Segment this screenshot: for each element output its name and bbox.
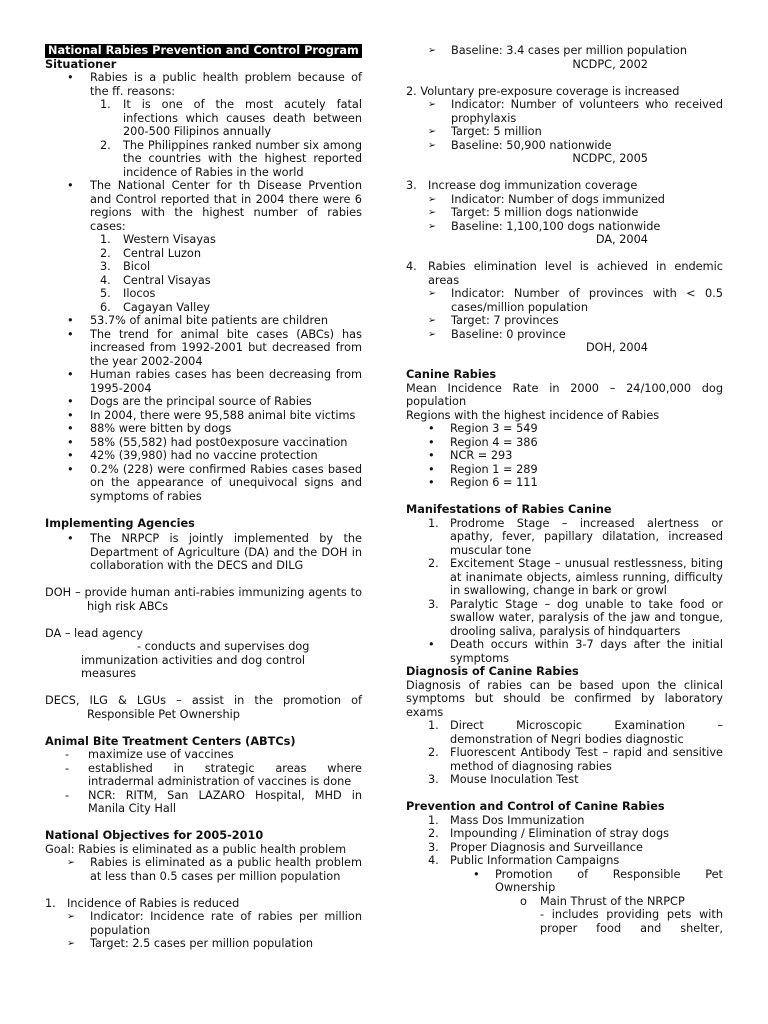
abtc-item: - maximize use of vaccines [45,748,362,762]
objective-4-item: ➢ Baseline: 0 province [406,328,723,342]
prevention-item: 3. Proper Diagnosis and Surveillance [428,840,643,854]
da-text: DA – lead agency [45,626,143,640]
situationer-heading: Situationer [45,57,117,71]
region-item: 2. Central Luzon [100,246,201,260]
objective-1-item: ➢ Indicator: Incidence rate of rabies per million population [45,910,362,937]
fact-bullet: • In 2004, there were 95,588 animal bite victims [45,409,362,423]
manifestation-death: • Death occurs within 3-7 days after the initial symptoms [406,638,723,665]
decs-text: DECS, ILG & LGUs – assist in the promotion of Responsible Pet Ownership [45,694,362,721]
diagnosis-item: 2. Fluorescent Antibody Test – rapid and sensitive method of diagnosing rabies [428,746,723,773]
situationer-bullet-1: • Rabies is a public health problem because of the ff. reasons: [45,71,362,98]
objective-2-item: ➢ Indicator: Number of volunteers who received prophylaxis [406,98,723,125]
objectives-heading: National Objectives for 2005-2010 [45,829,264,842]
objective-4-item: ➢ Target: 7 provinces [406,314,723,328]
abtc-item: - NCR: RITM, San LAZARO Hospital, MHD in Manila City Hall [45,789,362,816]
fact-bullet: • 42% (39,980) had no vaccine protection [45,449,362,463]
prevention-item: 2. Impounding / Elimination of stray dogs [428,827,670,840]
objective-3: 3. Increase dog immunization coverage [406,179,638,192]
objective-4-item: ➢ Indicator: Number of provinces with < 0.5 cases/million population [406,287,723,314]
objective-3-item: ➢ Indicator: Number of dogs immunized [406,193,723,207]
abtc-heading: Animal Bite Treatment Centers (ABTCs) [45,734,296,748]
region-item: 1. Western Visayas [100,233,216,246]
canine-region-item: • Region 4 = 386 [406,436,723,450]
diagnosis-text: Diagnosis of rabies can be based upon the clinical symptoms but should be confirmed by laboratory exams [406,678,723,719]
manifestations-heading: Manifestations of Rabies Canine [406,503,612,516]
region-item: 4. Central Visayas [100,273,211,287]
fact-bullet: • 53.7% of animal bite patients are children [45,314,362,328]
situationer-bullet-2: • The National Center for th Disease Prvention and Control reported that in 2004 there were 6 regions with the highest number of rabies cases: [45,179,362,233]
objective-2: 2. Voluntary pre-exposure coverage is increased [406,84,680,98]
fact-bullet: • The trend for animal bite cases (ABCs) has increased from 1992-2001 but decreased from the year 2002-2004 [45,328,362,369]
left-column [45,44,362,951]
canine-region-item: • NCR = 293 [406,449,723,463]
objective-2-item: ➢ Target: 5 million [406,125,723,139]
source-citation: NCDPC, 2005 [572,152,648,165]
canine-region-item: • Region 3 = 549 [406,422,723,436]
doh-text: DOH – provide human anti-rabies immunizing agents to high risk ABCs [45,586,362,613]
objective-2-item: ➢ Baseline: 50,900 nationwide [406,139,723,153]
list-item: 1. It is one of the most acutely fatal infections which causes death between 200-500 Filipinos annually [100,98,362,138]
fact-bullet: • 88% were bitten by dogs [45,422,362,436]
prevention-item: 1. Mass Dos Immunization [428,813,585,827]
prevention-subitem: • Promotion of Responsible Pet Ownership [473,867,723,894]
diagnosis-item: 1. Direct Microscopic Examination – demonstration of Negri bodies diagnostic [428,719,723,746]
source-citation: DOH, 2004 [585,341,648,354]
canine-region-item: • Region 1 = 289 [406,463,723,477]
fact-bullet: • Human rabies cases has been decreasing from 1995-2004 [45,368,362,395]
objective-1-item: ➢ Baseline: 3.4 cases per million population [406,44,723,58]
prevention-heading: Prevention and Control of Canine Rabies [406,800,665,813]
prevention-subsubitem: o Main Thrust of the NRPCP [520,894,685,908]
manifestation-item: 1. Prodrome Stage – increased alertness or apathy, fever, papillary dilatation, increased muscular tone [428,516,723,557]
objective-3-item: ➢ Baseline: 1,100,100 dogs nationwide [406,220,723,234]
da-subtext: - conducts and supervises dog immunization activities and dog control measures [81,640,310,680]
objective-1-item: ➢ Target: 2.5 cases per million population [45,937,362,951]
region-item: 5. Ilocos [100,287,156,300]
canine-regions-label: Regions with the highest incidence of Rabies [406,408,660,422]
right-column [406,44,723,935]
objective-1: 1. Incidence of Rabies is reduced [45,896,240,910]
manifestation-item: 3. Paralytic Stage – dog unable to take food or swallow water, paralysis of the jaw and tongue, drooling saliva, paralysis of hindquarters [428,597,723,638]
document-title: National Rabies Prevention and Control Program [45,44,362,58]
region-item: 6. Cagayan Valley [100,300,210,314]
source-citation: DA, 2004 [595,233,648,246]
source-citation: NCDPC, 2002 [572,57,648,71]
fact-bullet: • 0.2% (228) were confirmed Rabies cases based on the appearance of unequivocal signs and symptoms of rabies [45,463,362,504]
canine-heading: Canine Rabies [406,368,497,381]
canine-region-item: • Region 6 = 111 [406,476,723,490]
goal-text: Goal: Rabies is eliminated as a public health problem [45,842,347,856]
diagnosis-heading: Diagnosis of Canine Rabies [406,665,579,678]
diagnosis-item: 3. Mouse Inoculation Test [428,773,579,786]
goal-arrow-item: ➢ Rabies is eliminated as a public health problem at less than 0.5 cases per million population [45,856,362,883]
fact-bullet: • 58% (55,582) had post0exposure vaccination [45,436,362,450]
implementing-heading: Implementing Agencies [45,516,195,530]
objective-3-item: ➢ Target: 5 million dogs nationwide [406,206,723,220]
list-item: 2. The Philippines ranked number six among the countries with the highest reported incidence of Rabies in the world [100,138,362,179]
implementing-bullet: • The NRPCP is jointly implemented by the Department of Agriculture (DA) and the DOH in collaboration with the DECS and DILG [45,532,362,573]
canine-mean-text: Mean Incidence Rate in 2000 – 24/100,000 dog population [406,381,723,408]
objective-4: 4. Rabies elimination level is achieved in endemic areas [406,260,723,287]
manifestation-item: 2. Excitement Stage – unusual restlessness, biting at inanimate objects, aimless running, difficulty in swallowing, change in bark or growl [428,557,723,597]
abtc-item: - established in strategic areas where intradermal administration of vaccines is done [45,762,362,789]
prevention-subsubtext: - includes providing pets with proper food and shelter, [540,908,723,935]
fact-bullet: • Dogs are the principal source of Rabies [45,395,362,409]
prevention-item: 4. Public Information Campaigns [428,854,620,867]
region-item: 3. Bicol [100,260,151,273]
